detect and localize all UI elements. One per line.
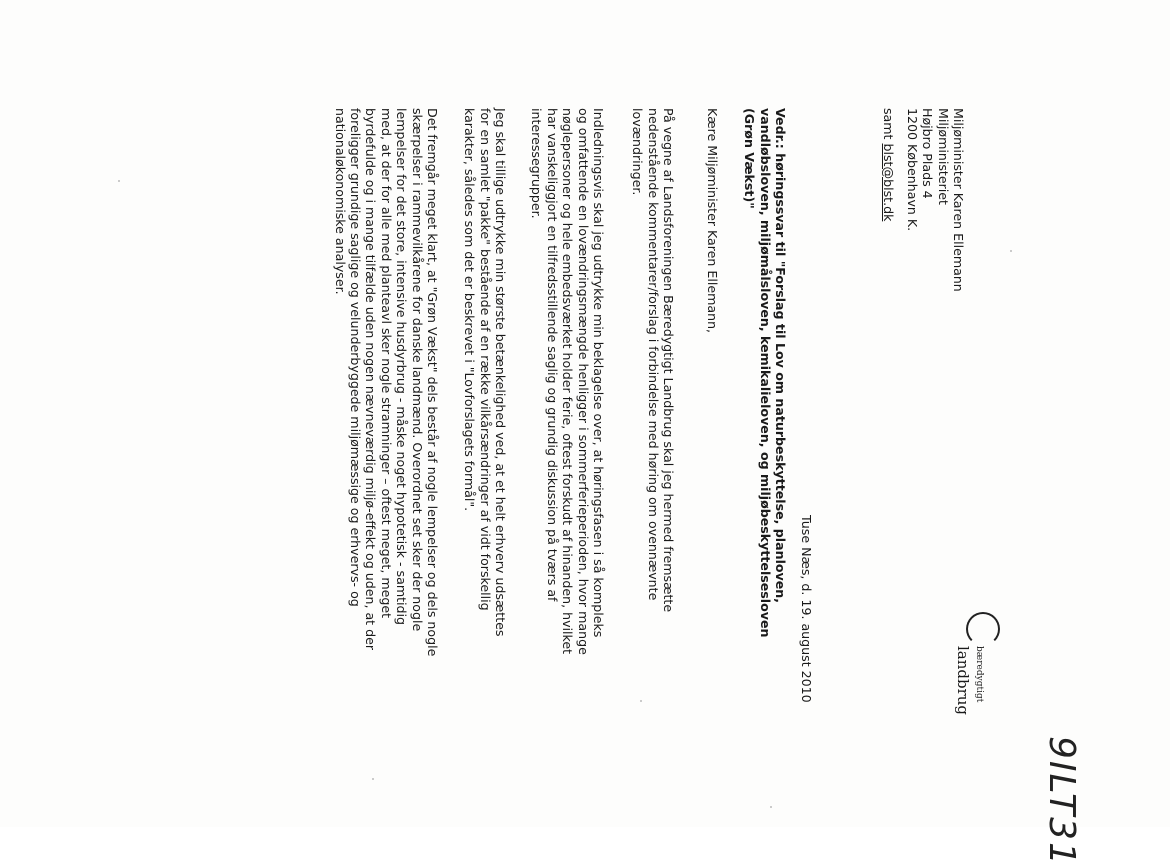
paragraph-line: Jeg skal tilligе udtrykke min største betænkelighed ved, at et helt erhverv udsættes	[493, 108, 508, 637]
paragraph-line: foreligger grundige saglige og velunderbyggede miljømæssige og erhvervs- og	[348, 108, 364, 607]
paragraph-4	[332, 108, 440, 748]
handwritten-reference-mark: 9ILT31	[1041, 736, 1082, 867]
subject-heading	[742, 108, 788, 748]
scan-speck	[640, 700, 642, 702]
paragraph-line: På vegne af Landsforeningen Bæredygtigt Landbrug skal jeg hermed fremsætte	[661, 108, 676, 613]
cc-prefix: samt	[881, 108, 896, 140]
salutation: Kære Miljøminister Karen Ellemann,	[705, 108, 720, 334]
paragraph-line: interessegrupper.	[529, 108, 545, 219]
address-line: Miljøministeriet	[935, 108, 951, 205]
paragraph-line: nøglepersoner og hele embedsværket holder ferie, oftest forskudt af hinanden, hvilket	[560, 108, 576, 655]
paragraph-line: lovændringer.	[630, 108, 646, 196]
paragraph-line: Indledningsvis skal jeg udtrykke min beklagelse over, at høringsfasen i så kompleks	[591, 108, 606, 638]
paragraph-line: lempelser for det store, intensive husdyrbrug - måske noget hypotetisk - samtidig	[394, 108, 410, 626]
paragraph-line: for en samlet "pakke" bestående af en række vilkårsændringer af vidt forskellig	[477, 108, 493, 611]
paragraph-line: Det fremgår meget klart, at "Grøn Vækst" dels består af nogle lempelser og dels nogle	[425, 108, 440, 657]
baeredygtigt-landbrug-logo	[954, 612, 992, 752]
subject-line: Vedr.: høringssvar til "Forslag til Lov om naturbeskyttelse, planloven,	[773, 108, 788, 604]
cc-email-link[interactable]: blst@blst.dk	[881, 143, 896, 222]
cc-line	[881, 108, 896, 748]
letter-date: Tuse Næs, d. 19. august 2010	[799, 515, 814, 703]
address-line: 1200 København K.	[904, 108, 920, 232]
paragraph-line: byrdefulde og i mange tilfælde uden nogen nævneværdig miljø-effekt og uden, at der	[363, 108, 379, 651]
paragraph-1	[630, 108, 676, 748]
subject-line: (Grøn Vækst)"	[742, 108, 758, 209]
scan-speck	[372, 778, 374, 780]
logo-large-text: landbrug	[954, 646, 972, 716]
address-line: Højbro Plads 4	[920, 108, 936, 199]
paragraph-line: nationaløkonomiske analyser.	[332, 108, 348, 295]
paragraph-line: og omfattende en lovændringsmængde henligger i sommerferieperioden, hvor mange	[575, 108, 591, 655]
scan-speck	[1010, 250, 1012, 252]
scan-speck	[770, 806, 772, 808]
scan-speck	[118, 180, 120, 182]
recipient-address	[904, 108, 966, 748]
address-line: Miljøminister Karen Ellemann	[951, 108, 966, 292]
paragraph-line: nedenstående kommentarer/forslag i forbindelse med høring om ovennævnte	[645, 108, 661, 601]
paragraph-2	[529, 108, 606, 748]
logo-ring-icon	[966, 612, 1000, 646]
paragraph-line: med, at der for alle med planteavl sker nogle stramninger – oftest meget, meget	[378, 108, 394, 619]
paragraph-line: skærpelser i rammevilkårene for danske landmænd. Overordnet set sker der nogle	[409, 108, 425, 632]
paragraph-line: karakter, således som det er beskrevet i "Lovforslagets formål".	[462, 108, 478, 512]
paragraph-3	[462, 108, 508, 748]
paragraph-line: har vanskeliggjort en tilfredsstillende saglig og grundig diskussion på tværs af	[544, 108, 560, 602]
logo-small-text: bæredygtigt	[974, 646, 984, 703]
subject-line: vandløbsloven, miljømålsloven, kemikalieloven, og miljøbeskyttelsesloven	[757, 108, 773, 638]
